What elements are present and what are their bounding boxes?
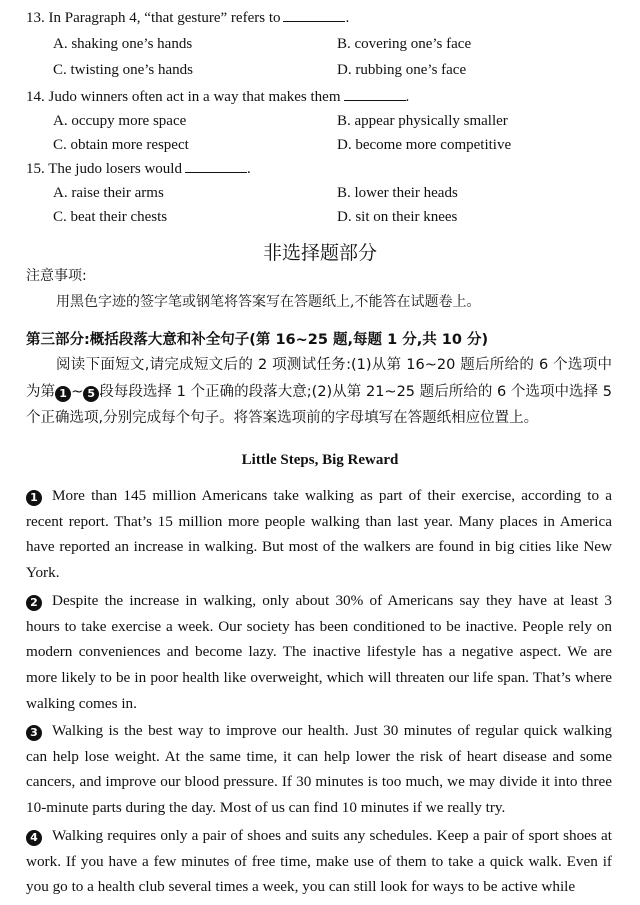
paragraph-badge-start: 1 xyxy=(55,386,71,402)
note-text: 用黑色字迹的签字笔或钢笔将答案写在答题纸上,不能答在试题卷上。 xyxy=(56,294,481,310)
option-15-d: D. sit on their knees xyxy=(337,209,458,225)
passage-title: Little Steps, Big Reward xyxy=(241,452,399,468)
option-14-d: D. become more competitive xyxy=(337,137,512,153)
answer-blank xyxy=(283,20,345,22)
option-15-b: B. lower their heads xyxy=(337,185,458,201)
paragraph-2 xyxy=(26,588,612,717)
option-13-c: C. twisting one’s hands xyxy=(53,62,194,78)
paragraph-text: Walking requires only a pair of shoes and suits any schedules. Keep a pair of sport shoes at work. If you have a few minutes of free time, make use of them to take a quick walk. Even if you go to a health club several times a week, you can still look for ways to be active while xyxy=(26,827,612,896)
question-stem: The judo losers would xyxy=(48,161,182,177)
answer-blank xyxy=(344,99,406,101)
section-title: 非选择题部分 xyxy=(262,242,377,264)
paragraph-text: Walking is the best way to improve our health. Just 30 minutes of regular quick walking can help lose weight. At the same time, it can help lower the risk of heart disease and some cancers, and improve our blood pressure. If 30 minutes is too much, we may divide it into three 10-minute parts during the day. Most of us can find 10 minutes if we really try. xyxy=(26,722,612,817)
paragraph-number-badge: 3 xyxy=(26,725,42,741)
option-13-d: D. rubbing one’s face xyxy=(337,62,467,78)
option-14-c: C. obtain more respect xyxy=(53,137,189,153)
paragraph-badge-end: 5 xyxy=(83,386,99,402)
question-stem: Judo winners often act in a way that makes them xyxy=(48,89,341,105)
question-number: 15. xyxy=(26,161,45,177)
instructions-text-2: 段每段选择 1 个正确的段落大意;(2)从第 21~25 题后所给的 6 个选项中选择 5 个正确选项,分别完成每个句子。将答案选项前的字母填写在答题纸相应位置上。 xyxy=(26,383,612,426)
instructions xyxy=(26,352,612,432)
answer-blank xyxy=(185,171,247,173)
question-end: . xyxy=(246,161,251,177)
option-13-b: B. covering one’s face xyxy=(337,36,472,52)
paragraph-4 xyxy=(26,823,612,900)
question-13 xyxy=(26,10,349,27)
paragraph-1 xyxy=(26,483,612,586)
instructions-tilde: ~ xyxy=(71,383,84,400)
question-stem: In Paragraph 4, “that gesture” refers to xyxy=(48,10,281,26)
question-14 xyxy=(26,89,409,106)
paragraph-text: More than 145 million Americans take walking as part of their exercise, according to a recent report. That’s 15 million more people walking than last year. Many places in America have reported an increase in walking. But most of the walkers are found in big cities like New York. xyxy=(26,487,612,582)
option-15-c: C. beat their chests xyxy=(53,209,168,225)
option-14-b: B. appear physically smaller xyxy=(337,113,508,129)
option-13-a: A. shaking one’s hands xyxy=(53,36,193,52)
paragraph-number-badge: 4 xyxy=(26,830,42,846)
part3-heading: 第三部分:概括段落大意和补全句子(第 16~25 题,每题 1 分,共 10 分) xyxy=(26,332,489,348)
question-end: . xyxy=(345,10,350,26)
question-number: 13. xyxy=(26,10,45,26)
option-14-a: A. occupy more space xyxy=(53,113,187,129)
paragraph-text: Despite the increase in walking, only about 30% of Americans say they have at least 3 hours to take exercise a week. Our society has been conditioned to be inactive. People rely on modern conveniences and become lazy. The inactive lifestyle has a negative aspect. We are more likely to be in poor health like overweight, which will threaten our life span. That’s where walking comes in. xyxy=(26,592,612,712)
question-end: . xyxy=(405,89,410,105)
paragraph-number-badge: 1 xyxy=(26,490,42,506)
instructions-text-1: 阅读下面短文,请完成短文后的 2 项测试任务:(1)从第 16~20 题后所给的 6 个选项中为第 xyxy=(26,357,612,400)
paragraph-number-badge: 2 xyxy=(26,595,42,611)
note-heading: 注意事项: xyxy=(26,268,87,284)
question-15 xyxy=(26,161,251,178)
option-15-a: A. raise their arms xyxy=(53,185,164,201)
paragraph-3 xyxy=(26,718,612,821)
question-number: 14. xyxy=(26,89,45,105)
